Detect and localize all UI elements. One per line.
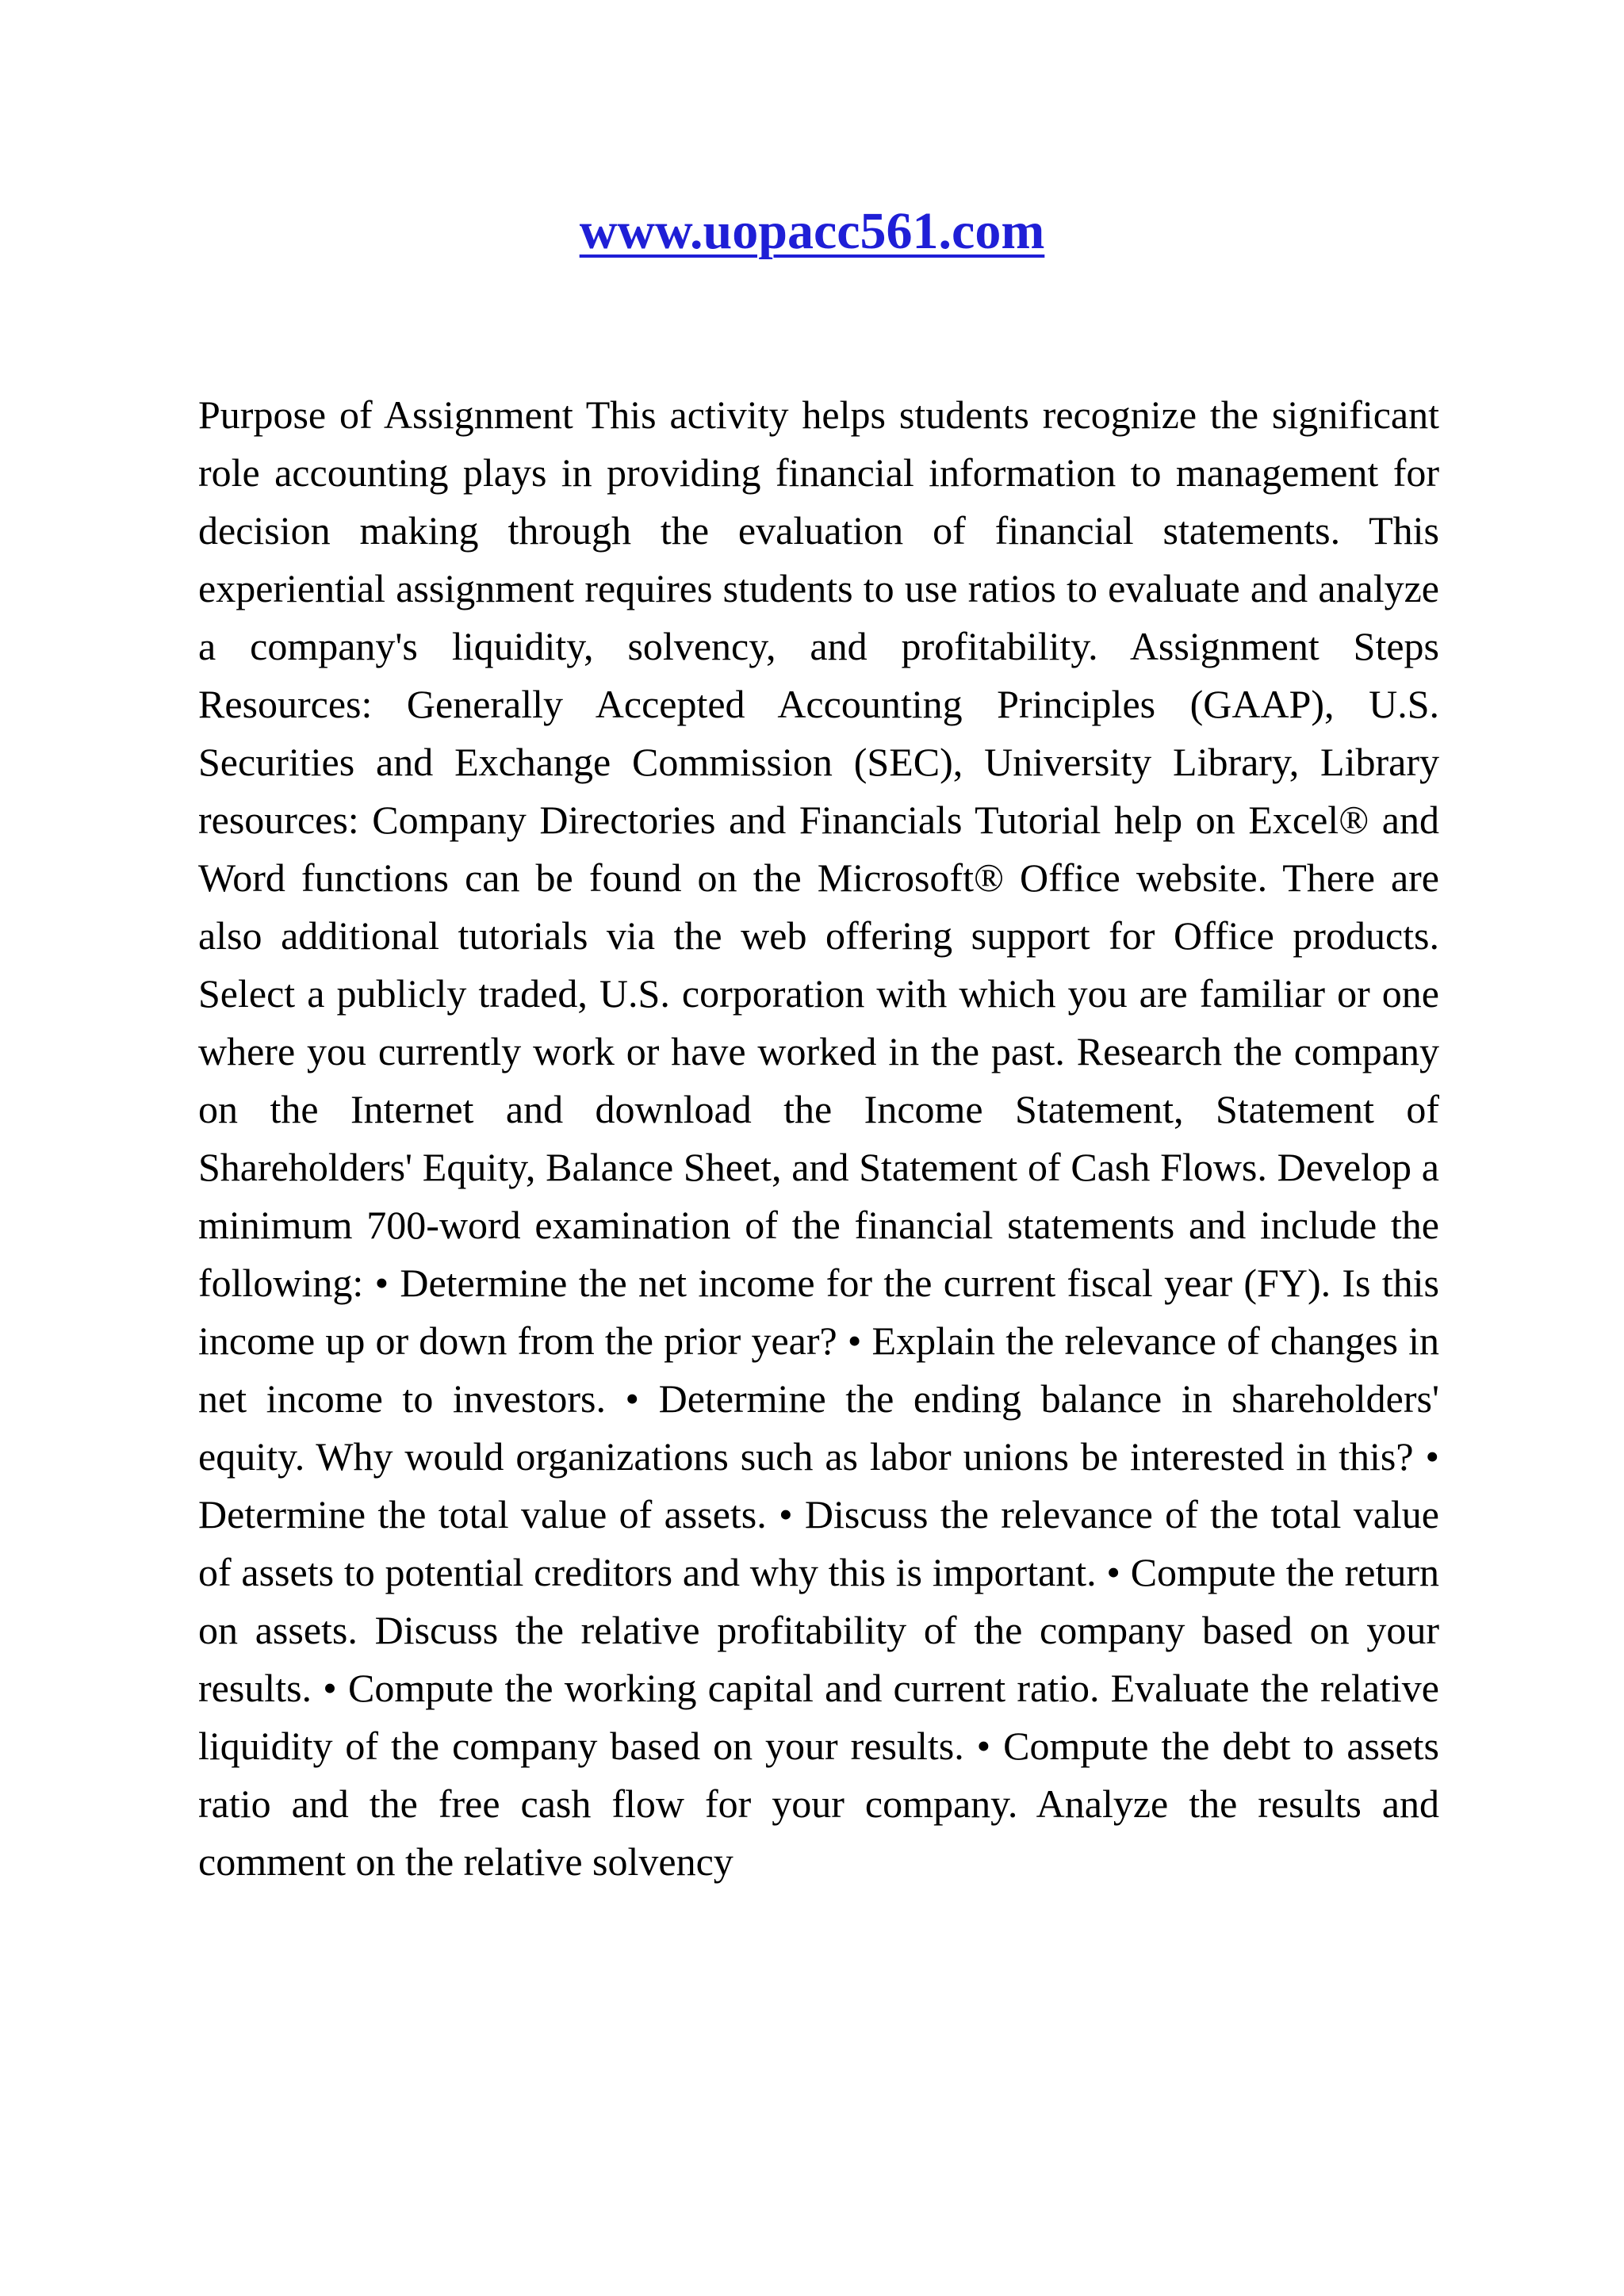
assignment-paragraph: Purpose of Assignment This activity helps students recognize the significant role accounting plays in providing financial information to management for decision making through the evaluation of financial statements. This experiential assignment requires students to use ratios to evaluate and analyze a company's liquidity, solvency, and profitability. Assignment Steps Resources: Generally Accepted Accounting Principles (GAAP), U.S. Securities and Exchange Commission (SEC), University Library, Library resources: Company Directories and Financials Tutorial help on Excel® and Word functions can be found on the Microsoft® Office website. There are also additional tutorials via the web offering support for Office products. Select a publicly traded, U.S. corporation with which you are familiar or one where you currently work or have worked in the past. Research the company on the Internet and download the Income Statement, Statement of Shareholders' Equity, Balance Sheet, and Statement of Cash Flows. Develop a minimum 700-word examination of the financial statements and include the following: • Determine the net income for the current fiscal year (FY). Is this income up or down from the prior year? • Explain the relevance of changes in net income to investors. • Determine the ending balance in shareholders' equity. Why would organizations such as labor unions be interested in this? • Determine the total value of assets. • Discuss the relevance of the total value of assets to potential creditors and why this is important. • Compute the return on assets. Discuss the relative profitability of the company based on your results. • Compute the working capital and current ratio. Evaluate the relative liquidity of the company based on your results. • Compute the debt to assets ratio and the free cash flow for your company. Analyze the results and comment on the relative solvency — [198, 392, 1439, 1884]
website-link[interactable]: www.uopacc561.com — [579, 202, 1045, 260]
